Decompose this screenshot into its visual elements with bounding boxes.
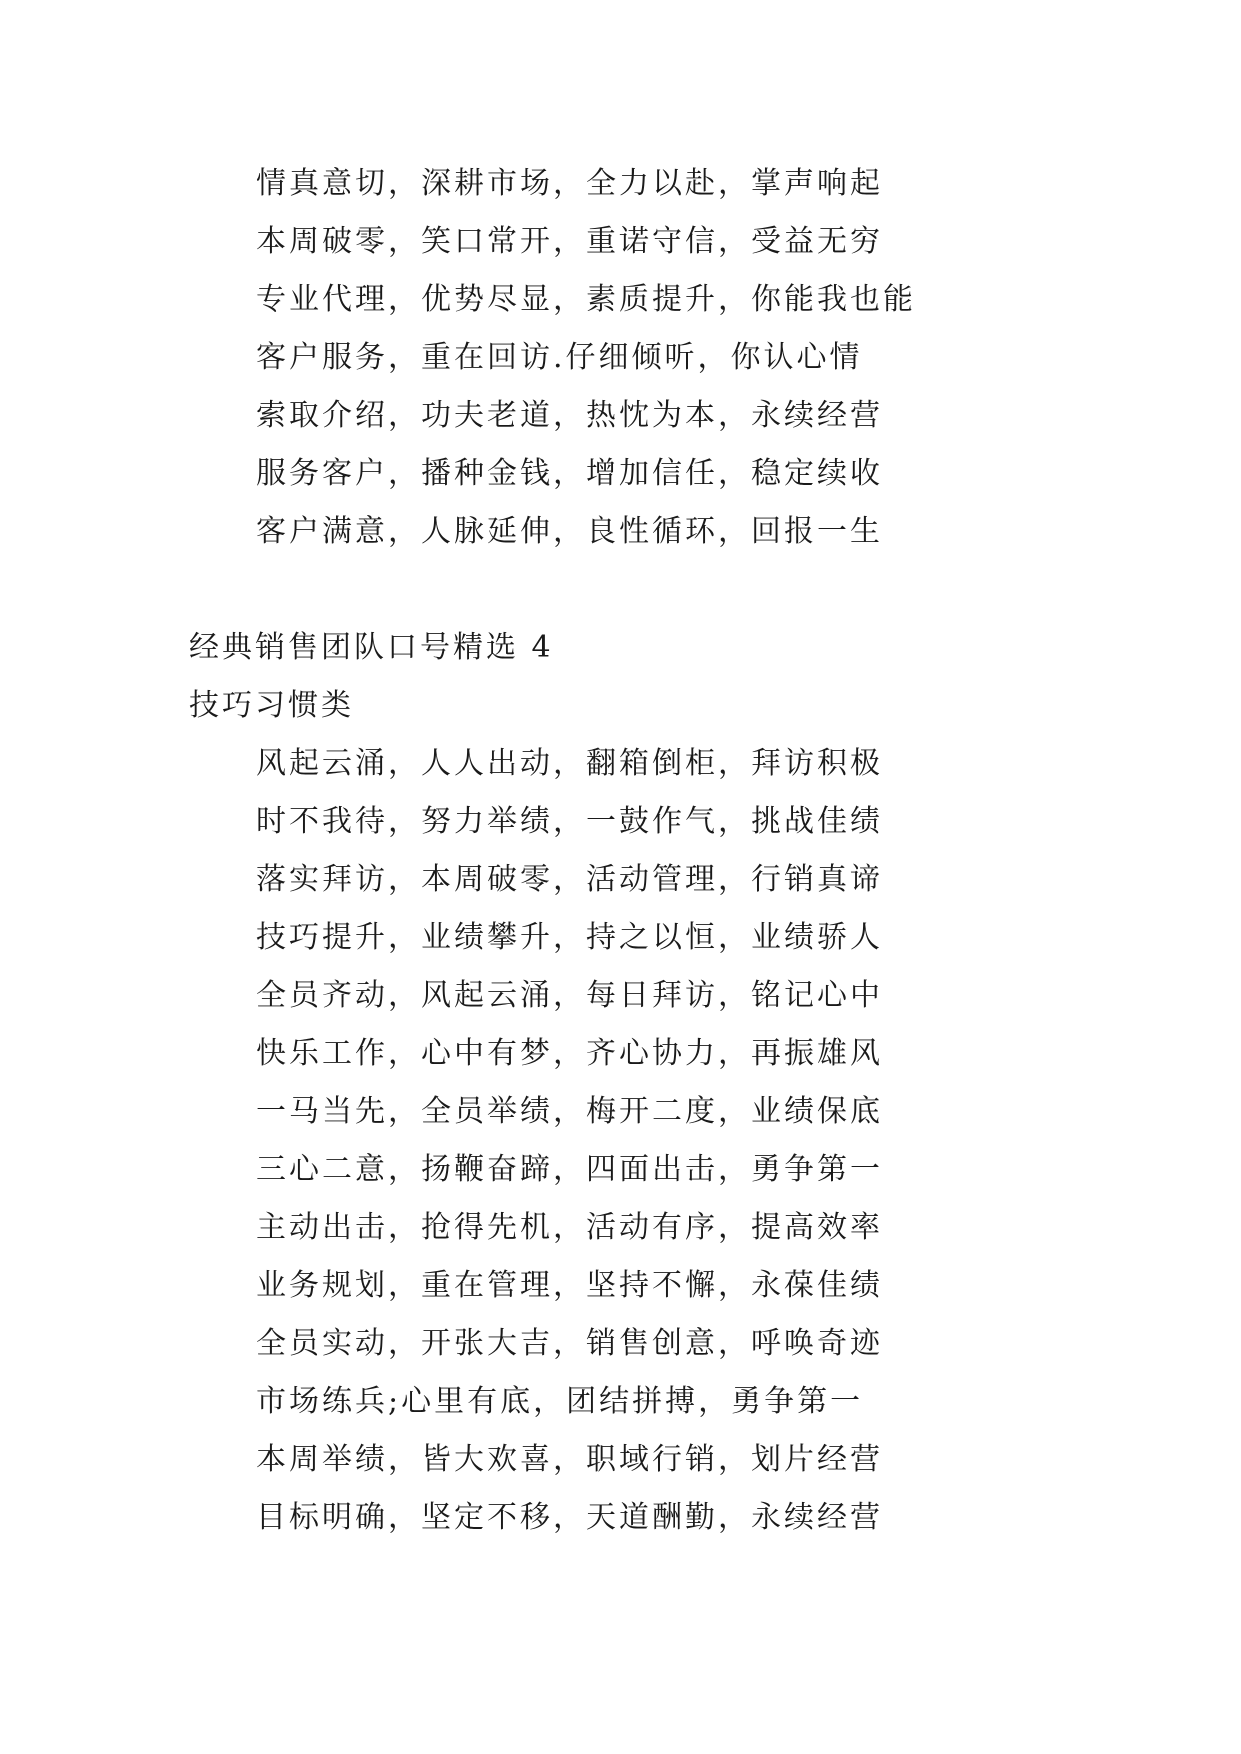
slogan-line: 主动出击，抢得先机，活动有序，提高效率 — [256, 1210, 883, 1245]
slogan-line: 时不我待，努力举绩，一鼓作气，挑战佳绩 — [256, 804, 883, 839]
slogan-line: 业务规划，重在管理，坚持不懈，永葆佳绩 — [256, 1268, 883, 1303]
slogan-line: 快乐工作，心中有梦，齐心协力，再振雄风 — [256, 1036, 883, 1071]
slogan-line: 全员实动，开张大吉，销售创意，呼唤奇迹 — [256, 1326, 883, 1361]
slogan-line: 情真意切，深耕市场，全力以赴，掌声响起 — [256, 166, 883, 201]
slogan-line: 服务客户，播种金钱，增加信任，稳定续收 — [256, 456, 883, 491]
slogan-line: 一马当先，全员举绩，梅开二度，业绩保底 — [256, 1094, 883, 1129]
slogan-line: 客户服务，重在回访.仔细倾听，你认心情 — [256, 340, 863, 375]
slogan-line: 本周破零，笑口常开，重诺守信，受益无穷 — [256, 224, 883, 259]
slogan-line: 落实拜访，本周破零，活动管理，行销真谛 — [256, 862, 883, 897]
section-title: 经典销售团队口号精选 4 — [189, 630, 554, 665]
slogan-line: 专业代理，优势尽显，素质提升，你能我也能 — [256, 282, 916, 317]
slogan-line: 全员齐动，风起云涌，每日拜访，铭记心中 — [256, 978, 883, 1013]
slogan-line: 市场练兵;心里有底，团结拼搏，勇争第一 — [256, 1384, 864, 1419]
slogan-line: 技巧提升，业绩攀升，持之以恒，业绩骄人 — [256, 920, 883, 955]
slogan-line: 三心二意，扬鞭奋蹄，四面出击，勇争第一 — [256, 1152, 883, 1187]
slogan-line: 客户满意，人脉延伸，良性循环，回报一生 — [256, 514, 883, 549]
slogan-line: 索取介绍，功夫老道，热忱为本，永续经营 — [256, 398, 883, 433]
slogan-line: 风起云涌，人人出动，翻箱倒柜，拜访积极 — [256, 746, 883, 781]
category-label: 技巧习惯类 — [189, 688, 354, 723]
slogan-line: 本周举绩，皆大欢喜，职域行销，划片经营 — [256, 1442, 883, 1477]
slogan-line: 目标明确，坚定不移，天道酬勤，永续经营 — [256, 1500, 883, 1535]
